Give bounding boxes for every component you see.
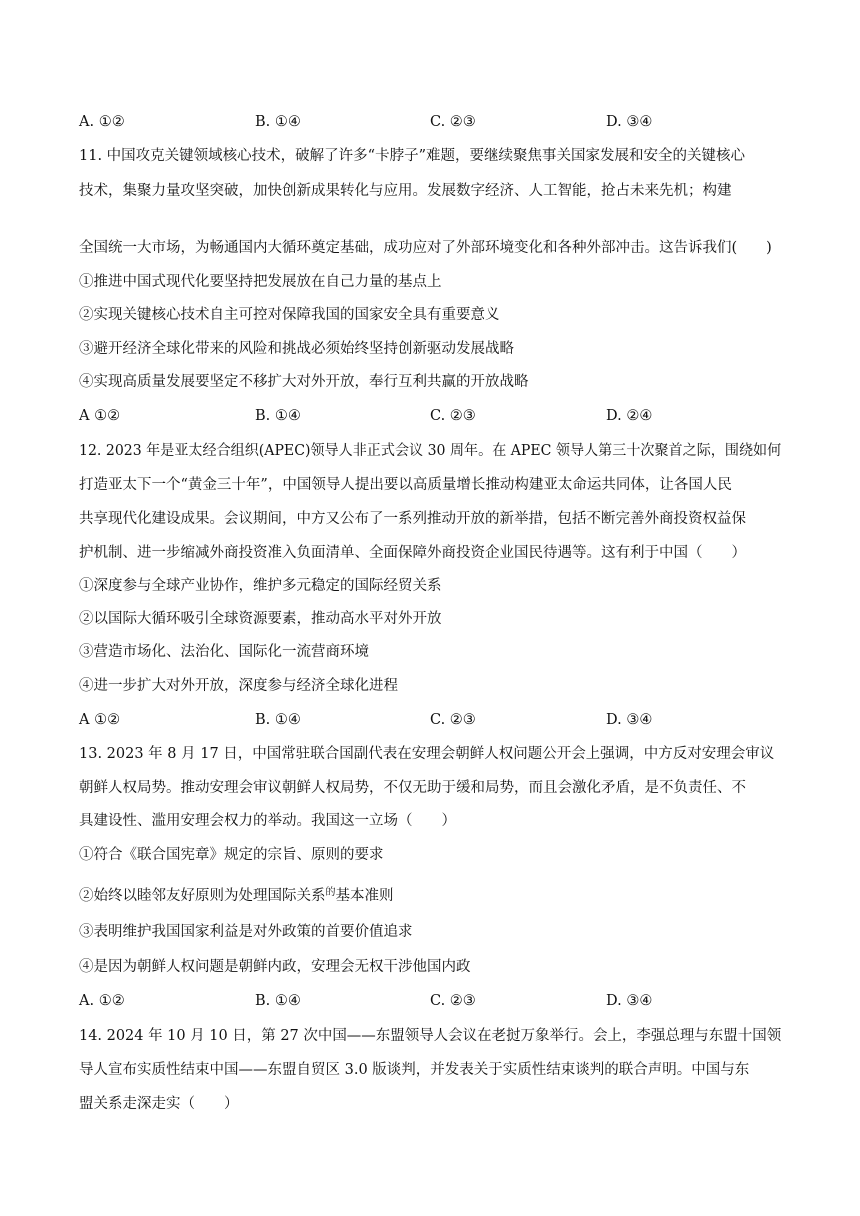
q14-stem-line-1: 14. 2024 年 10 月 10 日，第 27 次中国——东盟领导人会议在老挝万象举行。会上，李强总理与东盟十国领 [79,1028,782,1044]
q11-item-1: ①推进中国式现代化要坚持把发展放在自己力量的基点上 [79,274,442,290]
q13-option-c: C. ②③ [430,993,476,1009]
q12-stem-line-1: 12. 2023 年是亚太经合组织(APEC)领导人非正式会议 30 周年。在 APEC 领导人第三十次聚首之际，围绕如何 [79,443,782,459]
q11-option-c: C. ②③ [430,408,476,424]
q12-item-4: ④进一步扩大对外开放，深度参与经济全球化进程 [79,678,398,694]
q11-item-4: ④实现高质量发展要坚定不移扩大对外开放，奉行互利共赢的开放战略 [79,374,529,390]
q11-stem-line-1: 11. 中国攻克关键领域核心技术，破解了许多“卡脖子”难题，要继续聚焦事关国家发展和安全的关键核心 [79,148,745,164]
q11-option-d: D. ②④ [606,408,653,424]
q13-item-3: ③表明维护我国国家利益是对外政策的首要价值追求 [79,924,413,940]
q13-option-d: D. ③④ [606,993,653,1009]
q12-options [79,710,779,730]
q12-item-2: ②以国际大循环吸引全球资源要素，推动高水平对外开放 [79,611,442,627]
q10-option-c: C. ②③ [430,114,476,130]
q13-item-4: ④是因为朝鲜人权问题是朝鲜内政，安理会无权干涉他国内政 [79,959,471,975]
q10-option-b: B. ①④ [255,114,301,130]
q13-item-1: ①符合《联合国宪章》规定的宗旨、原则的要求 [79,847,384,863]
q13-item-2-text-b: 基本准则 [335,888,394,904]
q13-option-a: A. ①② [79,993,125,1009]
q11-options [79,406,779,426]
q11-stem-line-3: 全国统一大市场，为畅通国内大循环奠定基础，成功应对了外部环境变化和各种外部冲击。这告诉我们( ) [79,240,772,256]
q12-option-c: C. ②③ [430,712,476,728]
q10-option-a: A. ①② [79,114,125,130]
q11-option-a: A ①② [79,408,121,424]
q11-option-b: B. ①④ [255,408,301,424]
q10-options [79,112,779,132]
q12-option-b: B. ①④ [255,712,301,728]
q11-item-3: ③避开经济全球化带来的风险和挑战必须始终坚持创新驱动发展战略 [79,341,514,357]
q14-stem-line-3: 盟关系走深走实（ ） [79,1096,239,1112]
q11-item-2: ②实现关键核心技术自主可控对保障我国的国家安全具有重要意义 [79,307,500,323]
q12-stem-line-4: 护机制、进一步缩减外商投资准入负面清单、全面保障外商投资企业国民待遇等。这有利于中国（ ） [79,545,746,561]
q13-option-b: B. ①④ [255,993,301,1009]
q12-stem-line-2: 打造亚太下一个“黄金三十年”，中国领导人提出要以高质量增长推动构建亚太命运共同体，让各国人民 [79,477,732,493]
q13-options [79,991,779,1011]
q12-item-1: ①深度参与全球产业协作，维护多元稳定的国际经贸关系 [79,578,442,594]
q12-option-a: A ①② [79,712,121,728]
q10-option-d: D. ③④ [606,114,653,130]
q13-stem-line-3: 具建设性、滥用安理会权力的举动。我国这一立场（ ） [79,813,456,829]
q13-stem-line-2: 朝鲜人权局势。推动安理会审议朝鲜人权局势，不仅无助于缓和局势，而且会激化矛盾，是不负责任、不 [79,780,746,796]
q13-stem-line-1: 13. 2023 年 8 月 17 日，中国常驻联合国副代表在安理会朝鲜人权问题公开会上强调，中方反对安理会审议 [79,746,775,762]
q12-option-d: D. ③④ [606,712,653,728]
q13-item-2 [79,883,394,906]
q14-stem-line-2: 导人宣布实质性结束中国——东盟自贸区 3.0 版谈判，并发表关于实质性结束谈判的联合声明。中国与东 [79,1062,750,1078]
q12-stem-line-3: 共享现代化建设成果。会议期间，中方又公布了一系列推动开放的新举措，包括不断完善外商投资权益保 [79,511,746,527]
q13-item-2-text-a: ②始终以睦邻友好原则为处理国际关系 [79,888,326,904]
q11-stem-line-2: 技术，集聚力量攻坚突破，加快创新成果转化与应用。发展数字经济、人工智能，抢占未来先机；构建 [79,183,732,199]
q12-item-3: ③营造市场化、法治化、国际化一流营商环境 [79,644,369,660]
q13-item-2-small-char: 的 [325,887,336,898]
